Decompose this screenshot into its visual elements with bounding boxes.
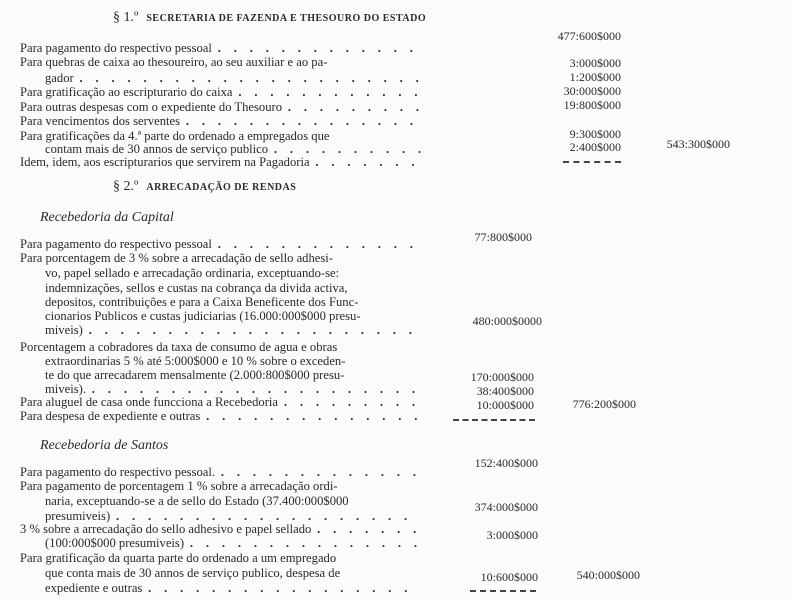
budget-line bbox=[45, 309, 420, 323]
line-text: Para porcentagem de 3 % sobre a arrecadação de sello adhesi- bbox=[20, 250, 333, 265]
section-2-heading bbox=[113, 179, 296, 195]
total-amount: 540:000$000 bbox=[576, 568, 640, 582]
amount: 1:200$000 bbox=[569, 70, 621, 84]
amount: 38:400$000 bbox=[476, 384, 534, 398]
amount: 30:000$000 bbox=[563, 84, 621, 98]
total-rule bbox=[453, 419, 535, 421]
total-rule bbox=[563, 161, 621, 163]
line-text: Para gratificação da quarta parte do ordenado a um empregado bbox=[20, 550, 337, 565]
budget-line bbox=[45, 494, 420, 508]
line-text: vo, papel sellado e arrecadação ordinaria, exceptuando-se: bbox=[45, 265, 340, 280]
total-rule bbox=[470, 590, 536, 592]
line-text: Para pagamento do respectivo pessoal bbox=[20, 40, 212, 55]
budget-line bbox=[45, 295, 420, 309]
line-text: que conta mais de 30 annos de serviço publico, despesa de bbox=[45, 565, 341, 580]
budget-line bbox=[20, 114, 420, 128]
budget-line bbox=[20, 251, 420, 265]
line-text: depositos, contribuições e para a Caixa Beneficente dos Func- bbox=[45, 294, 359, 309]
line-text: Para pagamento do respectivo pessoal bbox=[20, 236, 212, 251]
budget-line bbox=[20, 522, 420, 536]
budget-line bbox=[20, 237, 420, 251]
budget-line bbox=[20, 100, 420, 114]
budget-line bbox=[20, 155, 420, 169]
section-1-heading bbox=[113, 10, 426, 26]
line-text: te do que arrecadarem mensalmente (2.000:800$000 presu- bbox=[45, 367, 345, 382]
section-number: § 2.º bbox=[113, 179, 139, 194]
line-text: Porcentagem a cobradores da taxa de consumo de agua e obras bbox=[20, 339, 338, 354]
budget-line bbox=[45, 281, 420, 295]
subsection-title: Recebedoria da Capital bbox=[40, 210, 174, 225]
budget-line bbox=[20, 395, 420, 409]
line-text: Para aluguel de casa onde funcciona a Recebedoria bbox=[20, 394, 279, 409]
budget-line bbox=[20, 340, 420, 354]
amount: 19:800$000 bbox=[563, 98, 621, 112]
line-text: gador bbox=[45, 70, 74, 85]
line-text: Para gratificações da 4.ª parte do ordenado a empregados que bbox=[20, 128, 330, 143]
line-text: 3 % sobre a arrecadação do sello adhesivo e papel sellado bbox=[20, 521, 312, 536]
line-text: Para quebras de caixa ao thesoureiro, ao seu auxiliar e ao pa- bbox=[20, 54, 328, 69]
budget-line bbox=[20, 85, 420, 99]
line-text: naria, exceptuando-se a de sello do Estado (37.400:000$000 bbox=[45, 493, 349, 508]
budget-line bbox=[45, 266, 420, 280]
total-amount: 543:300$000 bbox=[666, 137, 730, 151]
budget-line bbox=[20, 465, 420, 479]
section-title: SECRETARIA DE FAZENDA E THESOURO DO ESTADO bbox=[146, 13, 427, 24]
line-text: miveis) bbox=[45, 322, 83, 337]
budget-line bbox=[45, 323, 420, 337]
amount: 3:000$000 bbox=[569, 56, 621, 70]
budget-line bbox=[45, 536, 420, 550]
line-text: (100:000$000 presumiveis) bbox=[45, 535, 185, 550]
line-text: Para pagamento de porcentagem 1 % sobre a arrecadação ordi- bbox=[20, 478, 338, 493]
budget-line bbox=[20, 55, 420, 69]
amount: 170:000$000 bbox=[470, 370, 534, 384]
section-number: § 1.º bbox=[113, 10, 139, 25]
amount: 77:800$000 bbox=[474, 230, 532, 244]
line-text: Para vencimentos dos serventes bbox=[20, 113, 181, 128]
line-text: Para outras despesas com o expediente do Thesouro bbox=[20, 99, 283, 114]
amount: 10:000$000 bbox=[476, 398, 534, 412]
amount: 3:000$000 bbox=[486, 528, 538, 542]
line-text: expediente e outras bbox=[45, 580, 143, 595]
line-text: cionarios Publicos e custas judiciarias (16.000:000$000 presu- bbox=[45, 308, 361, 323]
budget-line bbox=[45, 354, 420, 368]
amount: 374:000$000 bbox=[474, 500, 538, 514]
budget-line bbox=[45, 71, 420, 85]
amount: 480:000$0000 bbox=[472, 314, 542, 328]
amount: 10:600$000 bbox=[480, 570, 538, 584]
budget-line bbox=[20, 41, 420, 55]
budget-line bbox=[45, 368, 420, 382]
line-text: Para despesa de expediente e outras bbox=[20, 408, 201, 423]
budget-line bbox=[20, 409, 420, 423]
budget-line bbox=[45, 566, 420, 580]
line-text: Para pagamento do respectivo pessoal. bbox=[20, 464, 216, 479]
total-amount: 776:200$000 bbox=[572, 397, 636, 411]
amount: 477:600$000 bbox=[557, 29, 621, 43]
line-text: extraordinarias 5 % até 5:000$000 e 10 % sobre o exceden- bbox=[45, 353, 346, 368]
amount: 9:300$000 bbox=[569, 127, 621, 141]
section-title: ARRECADAÇÃO DE RENDAS bbox=[146, 182, 297, 193]
line-text: presumiveis) bbox=[45, 508, 111, 523]
budget-line bbox=[45, 581, 420, 595]
budget-line bbox=[20, 551, 420, 565]
amount: 2:400$000 bbox=[569, 140, 621, 154]
subsection-title: Recebedoria de Santos bbox=[40, 438, 169, 453]
line-text: contam mais de 30 annos de serviço publico bbox=[45, 141, 269, 156]
budget-line bbox=[20, 479, 420, 493]
line-text: miveis). bbox=[45, 381, 86, 396]
line-text: indemnizações, sellos e custas na cobrança da divida activa, bbox=[45, 280, 348, 295]
line-text: Idem, idem, aos escripturarios que servirem na Pagadoria bbox=[20, 154, 310, 169]
amount: 152:400$000 bbox=[474, 456, 538, 470]
line-text: Para gratificação ao escripturario do caixa bbox=[20, 84, 233, 99]
